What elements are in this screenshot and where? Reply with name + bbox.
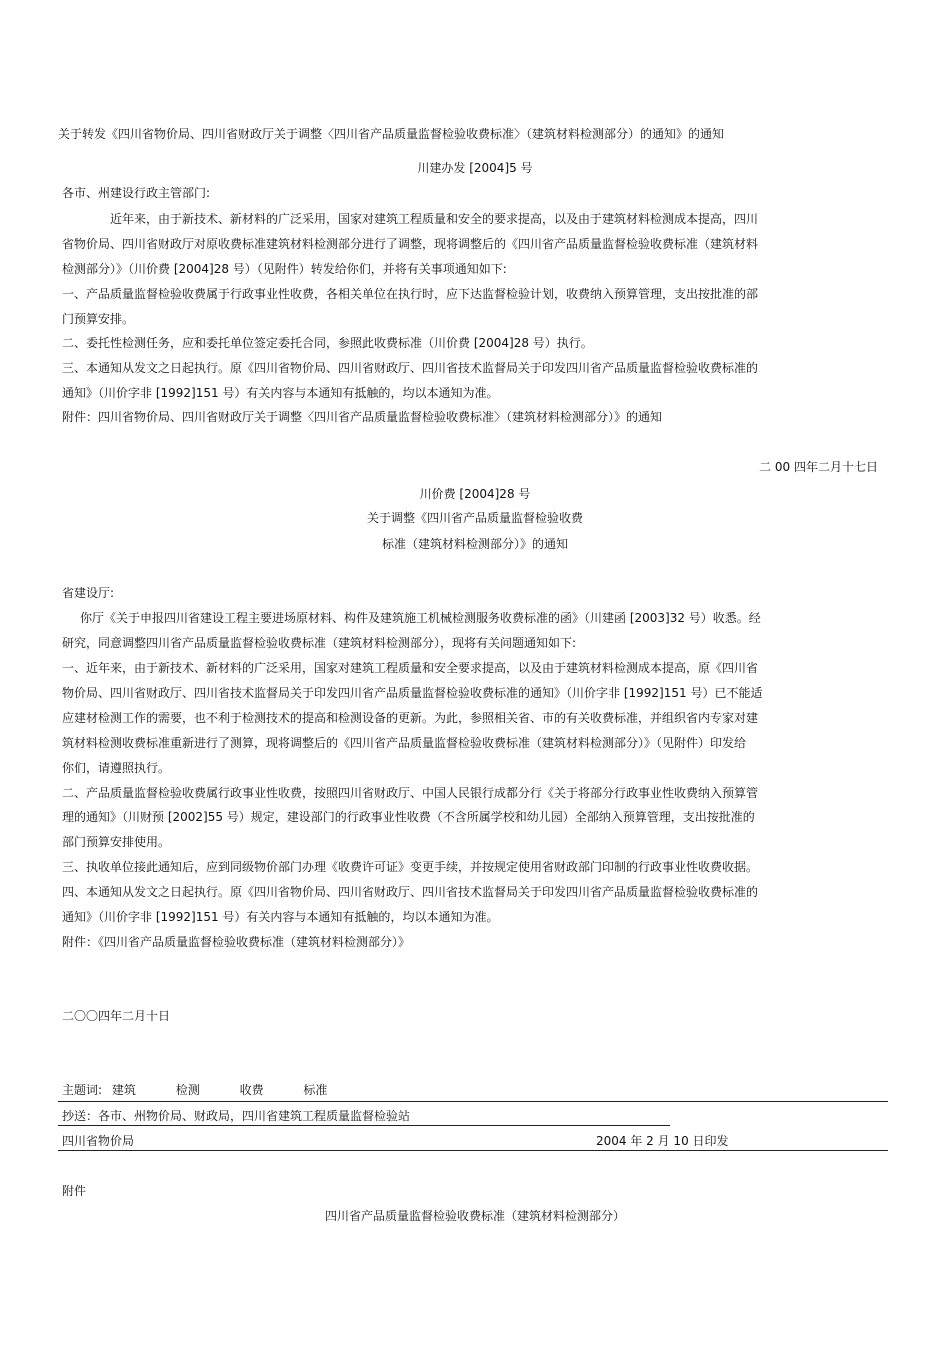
paragraph-line: 三、本通知从发文之日起执行。原《四川省物价局、四川省财政厅、四川省技术监督局关于印发四川省产品质量监督检验收费标准的 [62, 361, 759, 375]
paragraph-line: 近年来，由于新技术、新材料的广泛采用，国家对建筑工程质量和安全的要求提高，以及由于建筑材料检测成本提高，四川 [110, 212, 759, 226]
paragraph-line: 二、产品质量监督检验收费属行政事业性收费，按照四川省财政厅、中国人民银行成都分行《关于将部分行政事业性收费纳入预算管 [62, 786, 759, 800]
attachment-reference: 附件：四川省物价局、四川省财政厅关于调整〈四川省产品质量监督检验收费标准〉（建筑材料检测部分）》的通知 [62, 410, 663, 424]
issuing-authority: 四川省物价局 [62, 1134, 135, 1148]
paragraph-line: 你们，请遵照执行。 [62, 761, 171, 775]
paragraph-line: 三、执收单位接此通知后，应到同级物价部门办理《收费许可证》变更手续，并按规定使用省财政部门印制的行政事业性收费收据。 [62, 860, 759, 874]
divider [58, 1101, 888, 1102]
paragraph-line: 四、本通知从发文之日起执行。原《四川省物价局、四川省财政厅、四川省技术监督局关于印发四川省产品质量监督检验收费标准的 [62, 885, 759, 899]
subject-word: 收费 [239, 1083, 264, 1097]
paragraph-line: 省物价局、四川省财政厅对原收费标准建筑材料检测部分进行了调整，现将调整后的《四川省产品质量监督检验收费标准（建筑材料 [62, 237, 759, 251]
subject-word: 检测 [175, 1083, 200, 1097]
print-date: 2004 年 2 月 10 日印发 [596, 1134, 729, 1148]
paragraph-line: 研究，同意调整四川省产品质量监督检验收费标准（建筑材料检测部分），现将有关问题通知如下: [62, 636, 577, 650]
salutation: 省建设厅: [62, 586, 115, 600]
subject-word: 标准 [303, 1083, 328, 1097]
attachment-label: 附件 [62, 1184, 87, 1198]
paragraph-line: 门预算安排。 [62, 312, 135, 326]
paragraph-line: 应建材检测工作的需要，也不利于检测技术的提高和检测设备的更新。为此，参照相关省、市的有关收费标准，并组织省内专家对建 [62, 711, 759, 725]
subject-word: 建筑 [111, 1083, 136, 1097]
paragraph-line: 二、委托性检测任务，应和委托单位签定委托合同，参照此收费标准（川价费 [2004]28 号）执行。 [62, 336, 593, 350]
paragraph-line: 部门预算安排使用。 [62, 835, 171, 849]
subject-label: 主题词: [62, 1083, 103, 1097]
notice-title: 关于调整《四川省产品质量监督检验收费 [366, 511, 583, 525]
document-number: 川建办发 [2004]5 号 [417, 161, 533, 175]
paragraph-line: 一、产品质量监督检验收费属于行政事业性收费，各相关单位在执行时，应下达监督检验计划，收费纳入预算管理，支出按批准的部 [62, 287, 759, 301]
attachment-reference: 附件：《四川省产品质量监督检验收费标准（建筑材料检测部分）》 [62, 935, 411, 949]
attachment-title: 四川省产品质量监督检验收费标准（建筑材料检测部分） [324, 1209, 625, 1223]
notice-title: 关于转发《四川省物价局、四川省财政厅关于调整〈四川省产品质量监督检验收费标准〉（建筑材料检测部分）的通知》的通知 [58, 127, 725, 141]
paragraph-line: 一、近年来，由于新技术、新材料的广泛采用，国家对建筑工程质量和安全要求提高，以及由于建筑材料检测成本提高，原《四川省 [62, 661, 759, 675]
paragraph-line: 你厅《关于申报四川省建设工程主要进场原材料、构件及建筑施工机械检测服务收费标准的函》（川建函 [2003]32 号）收悉。经 [80, 611, 761, 625]
issue-date: 二〇〇四年二月十日 [62, 1009, 171, 1023]
paragraph-line: 物价局、四川省财政厅、四川省技术监督局关于印发四川省产品质量监督检验收费标准的通知》（川价字非 [1992]151 号）已不能适 [62, 686, 763, 700]
paragraph-line: 理的通知》（川财预 [2002]55 号）规定，建设部门的行政事业性收费（不含所属学校和幼儿园）全部纳入预算管理，支出按批准的 [62, 810, 755, 824]
cc-list: 抄送：各市、州物价局、财政局，四川省建筑工程质量监督检验站 [62, 1109, 411, 1123]
paragraph-line: 检测部分）》（川价费 [2004]28 号）（见附件）转发给你们，并将有关事项通知如下: [62, 262, 507, 276]
paragraph-line: 筑材料检测收费标准重新进行了测算，现将调整后的《四川省产品质量监督检验收费标准（建筑材料检测部分）》（见附件）印发给 [62, 736, 747, 750]
issue-date: 二 00 四年二月十七日 [759, 460, 878, 474]
paragraph-line: 通知》（川价字非 [1992]151 号）有关内容与本通知有抵触的，均以本通知为准。 [62, 910, 499, 924]
notice-title: 标准（建筑材料检测部分）》的通知 [381, 537, 568, 551]
divider [58, 1150, 888, 1151]
subject-words [62, 1082, 347, 1098]
paragraph-line: 通知》（川价字非 [1992]151 号）有关内容与本通知有抵触的，均以本通知为准。 [62, 386, 499, 400]
document-number: 川价费 [2004]28 号 [419, 487, 531, 501]
salutation: 各市、州建设行政主管部门: [62, 186, 211, 200]
divider [58, 1125, 670, 1126]
